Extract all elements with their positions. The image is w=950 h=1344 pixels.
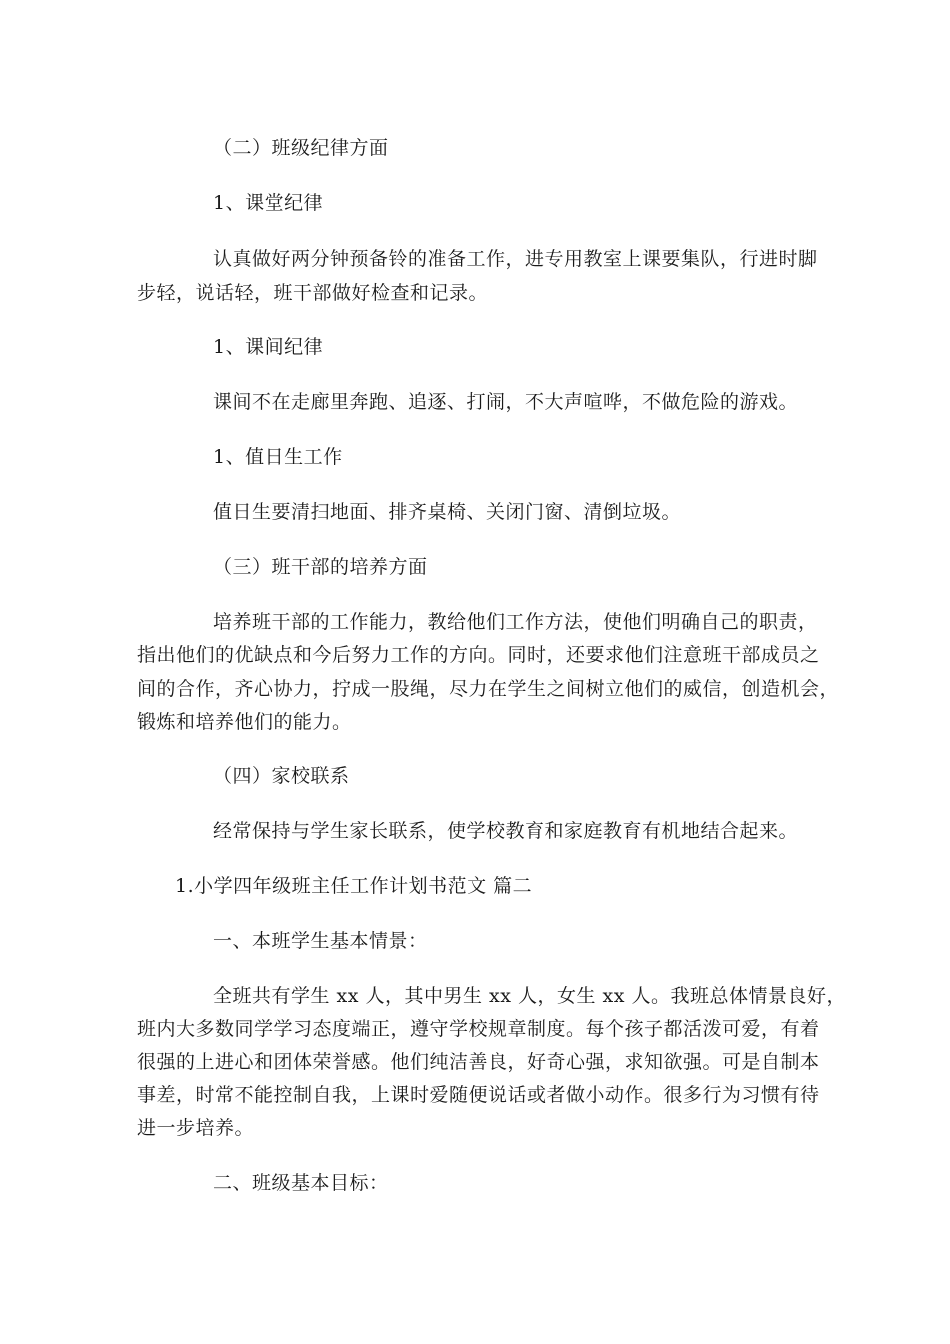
- subheading-duty: 1、值日生工作: [213, 446, 343, 468]
- paragraph-line: 全班共有学生 xx 人，其中男生 xx 人，女生 xx 人。我班总体情景良好，: [213, 985, 847, 1007]
- subheading-class-discipline: 1、课堂纪律: [213, 192, 324, 214]
- paragraph-line: 事差，时常不能控制自我，上课时爱随便说话或者做小动作。很多行为习惯有待: [137, 1084, 820, 1106]
- article-title: 1.小学四年级班主任工作计划书范文 篇二: [175, 875, 533, 897]
- subheading-break-discipline: 1、课间纪律: [213, 336, 324, 358]
- section-heading-home-school: （四）家校联系: [213, 765, 350, 787]
- paragraph-line: 步轻，说话轻，班干部做好检查和记录。: [137, 282, 489, 304]
- section-heading-basic-situation: 一、本班学生基本情景：: [213, 930, 428, 952]
- section-heading-cadre: （三）班干部的培养方面: [213, 556, 428, 578]
- section-heading-goals: 二、班级基本目标：: [213, 1172, 389, 1194]
- paragraph-line: 班内大多数同学学习态度端正，遵守学校规章制度。每个孩子都活泼可爱，有着: [137, 1018, 820, 1040]
- paragraph-line: 很强的上进心和团体荣誉感。他们纯洁善良，好奇心强，求知欲强。可是自制本: [137, 1051, 820, 1073]
- paragraph-line: 间的合作，齐心协力，拧成一股绳，尽力在学生之间树立他们的威信，创造机会，: [137, 678, 840, 700]
- paragraph-line: 锻炼和培养他们的能力。: [137, 711, 352, 733]
- paragraph-line: 培养班干部的工作能力，教给他们工作方法，使他们明确自己的职责，: [213, 611, 818, 633]
- paragraph-line: 经常保持与学生家长联系，使学校教育和家庭教育有机地结合起来。: [213, 820, 799, 842]
- section-heading-discipline: （二）班级纪律方面: [213, 137, 389, 159]
- paragraph-line: 认真做好两分钟预备铃的准备工作，进专用教室上课要集队，行进时脚: [213, 248, 818, 270]
- paragraph-line: 指出他们的优缺点和今后努力工作的方向。同时，还要求他们注意班干部成员之: [137, 644, 820, 666]
- paragraph-line: 值日生要清扫地面、排齐桌椅、关闭门窗、清倒垃圾。: [213, 501, 682, 523]
- paragraph-line: 进一步培养。: [137, 1117, 255, 1139]
- paragraph-line: 课间不在走廊里奔跑、追逐、打闹，不大声喧哗，不做危险的游戏。: [213, 391, 799, 413]
